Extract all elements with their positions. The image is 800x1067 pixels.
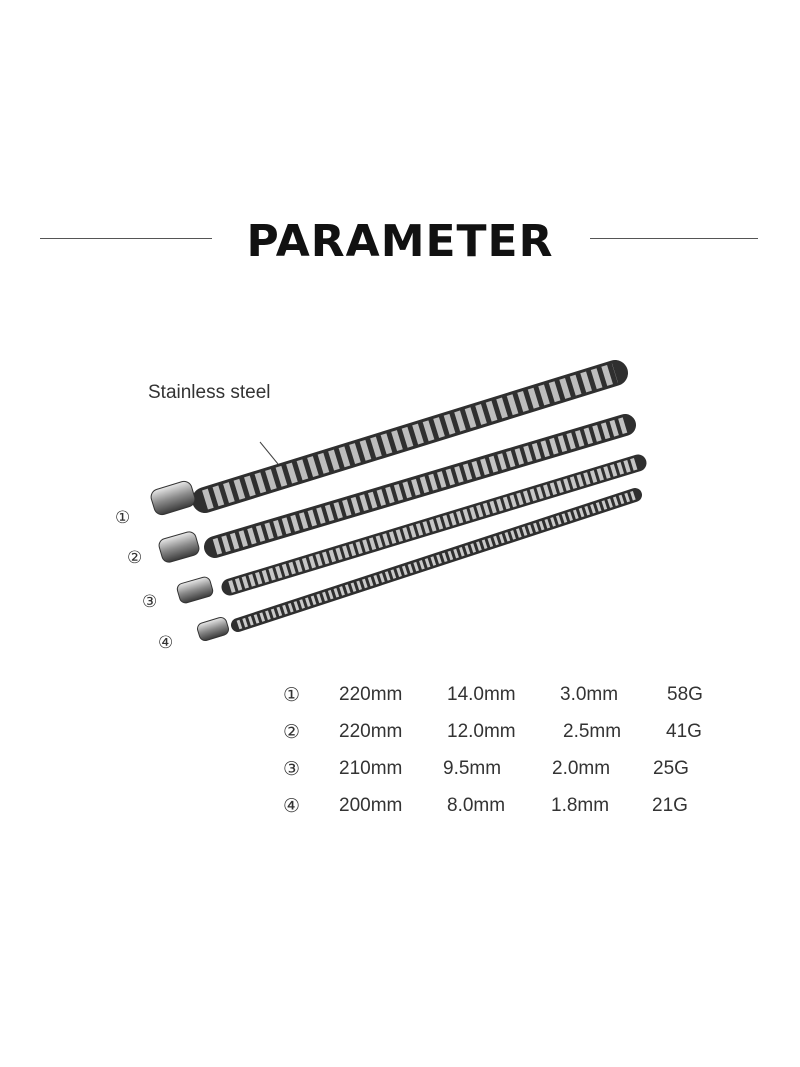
clasp-1 — [149, 479, 197, 516]
spec-length: 200mm — [339, 795, 403, 816]
spec-weight: 21G — [652, 795, 688, 816]
spec-thickness: 2.5mm — [563, 721, 622, 742]
spec-table — [283, 684, 723, 832]
chain-marker-4: ④ — [158, 633, 174, 653]
title-rule-right — [590, 238, 758, 239]
spec-width: 14.0mm — [447, 684, 516, 705]
chain-marker-1: ① — [115, 508, 131, 528]
spec-row-4 — [283, 795, 723, 832]
clasp-3 — [176, 576, 214, 605]
spec-thickness: 2.0mm — [552, 758, 611, 779]
spec-length: 220mm — [339, 721, 403, 742]
spec-row-2 — [283, 721, 723, 758]
spec-width: 8.0mm — [447, 795, 506, 816]
spec-weight: 41G — [666, 721, 702, 742]
spec-length: 220mm — [339, 684, 403, 705]
spec-row-3 — [283, 758, 723, 795]
spec-marker: ① — [283, 685, 301, 706]
page-title: PARAMETER — [246, 216, 554, 267]
material-label: Stainless steel — [148, 382, 271, 403]
spec-row-1 — [283, 684, 723, 721]
spec-marker: ③ — [283, 759, 301, 780]
spec-width: 12.0mm — [447, 721, 516, 742]
spec-marker: ② — [283, 722, 301, 743]
spec-thickness: 1.8mm — [551, 795, 610, 816]
spec-marker: ④ — [283, 796, 301, 817]
clasp-2 — [157, 530, 200, 564]
chain-marker-3: ③ — [142, 592, 158, 612]
spec-width: 9.5mm — [443, 758, 502, 779]
chain-marker-2: ② — [127, 548, 143, 568]
spec-weight: 25G — [653, 758, 689, 779]
spec-weight: 58G — [667, 684, 703, 705]
bracelets-photo — [130, 355, 650, 655]
spec-length: 210mm — [339, 758, 403, 779]
clasp-4 — [196, 616, 230, 642]
spec-thickness: 3.0mm — [560, 684, 619, 705]
